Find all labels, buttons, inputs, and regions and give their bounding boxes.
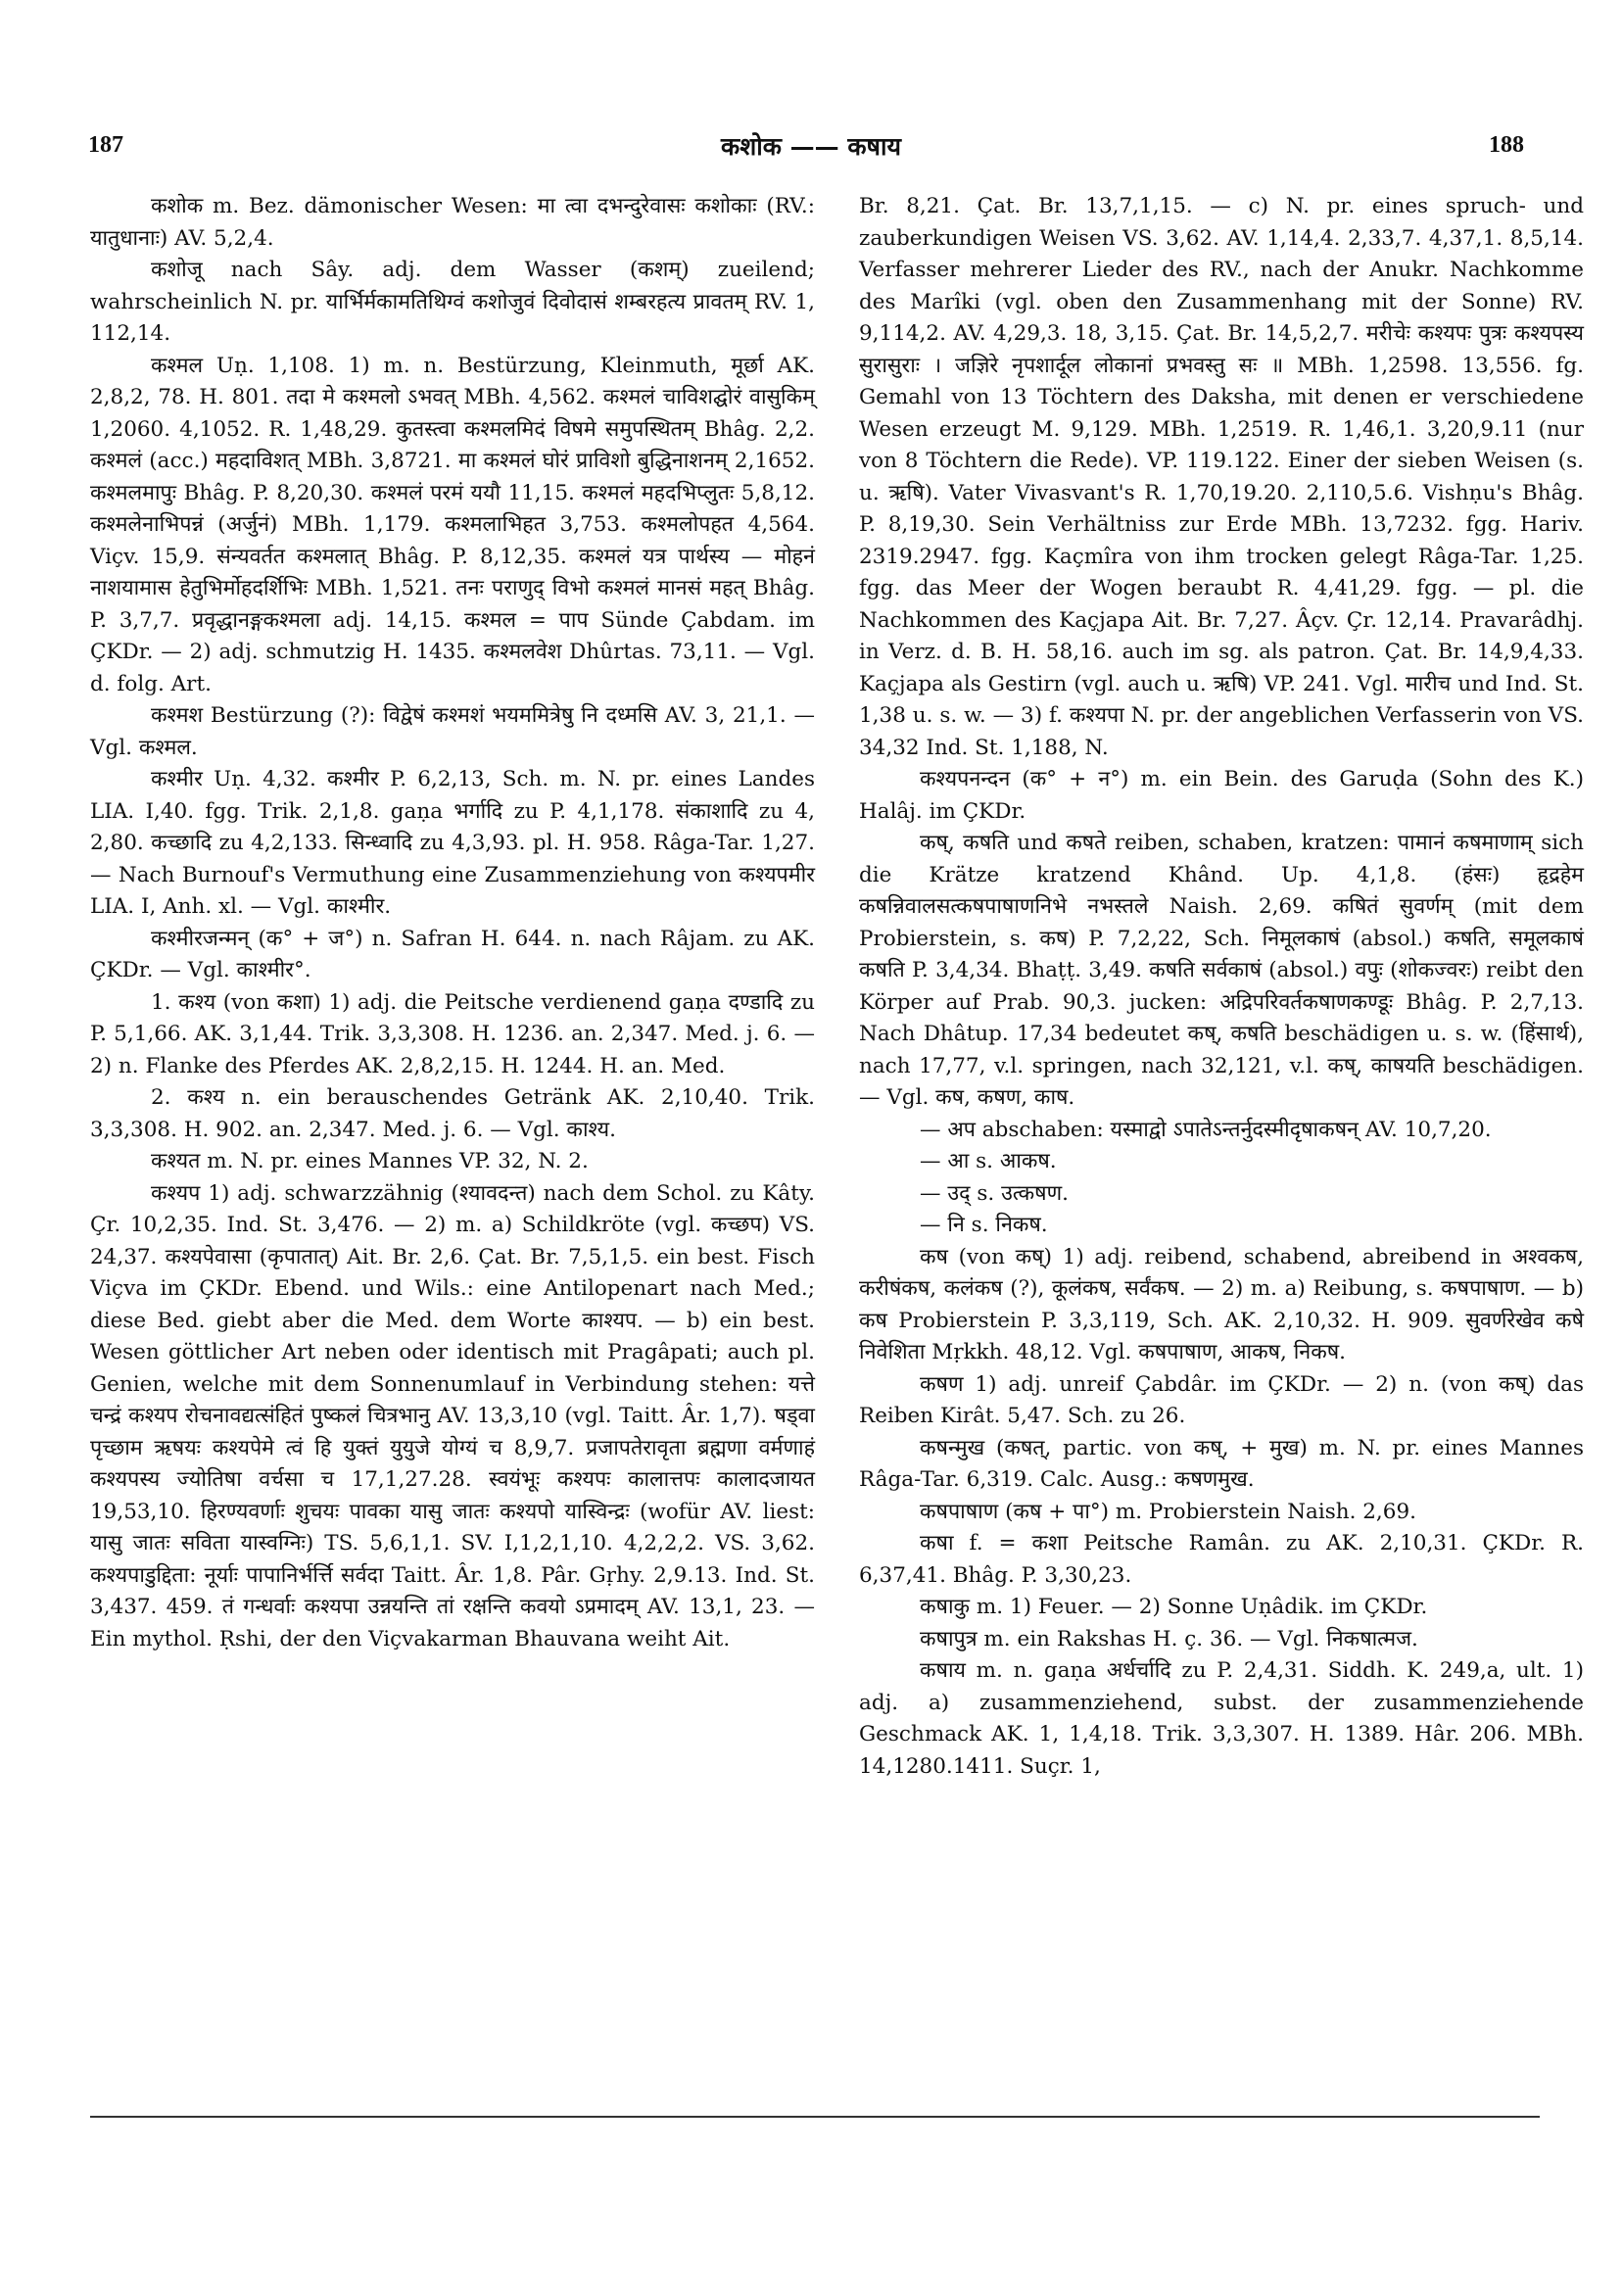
bottom-rule — [90, 2116, 1540, 2118]
entry-kashyapa-cont: Br. 8,21. Çat. Br. 13,7,1,15. — c) N. pr. eines spruch- und zauberkundigen Weisen VS. 3,62. AV. 1,14,4. 2,33,7. 4,37,1. 8,5,14. Verfasser mehrerer Lieder des RV., nach der Anukr. Nachkomme des Marîki (vgl. oben den Zusammenhang mit der Sonne) RV. 9,114,2. AV. 4,29,3. 18, 3,15. Çat. Br. 14,5,2,7. मरीचेः कश्यपः पुत्रः कश्यपस्य सुरासुराः । जज्ञिरे नृपशार्दूल लोकानां प्रभवस्तु सः ॥ MBh. 1,2598. 13,556. fg. Gemahl von 13 Töchtern des Daksha, mit denen er verschiedene Wesen erzeugt M. 9,129. MBh. 1,2519. R. 1,46,1. 3,20,9.11 (nur von 8 Töchtern die Rede). VP. 119.122. Einer der sieben Weisen (s. u. ऋषि). Vater Vivasvant's R. 1,70,19.20. 2,110,5.6. Vishṇu's Bhâg. P. 8,19,30. Sein Verhältniss zur Erde MBh. 13,7232. fgg. Hariv. 2319.2947. fgg. Kaçmîra von ihm trocken gelegt Râga-Tar. 1,25. fgg. das Meer der Wogen beraubt R. 4,41,29. fgg. — pl. die Nachkommen des Kaçjapa Ait. Br. 7,27. Âçv. Çr. 12,14. Pravarâdhj. in Verz. d. B. H. 58,16. auch im sg. als patron. Çat. Br. 14,9,4,33. Kaçjapa als Gestirn (vgl. auch u. ऋषि) VP. 241. Vgl. मारीच und Ind. St. 1,38 u. s. w. — 3) f. कश्यपा N. pr. der angeblichen Verfasserin von VS. 34,32 Ind. St. 1,188, N. — [859, 194, 1584, 760]
entry-kashya-1: 1. कश्य (von कशा) 1) adj. die Peitsche verdienend gaṇa दण्डादि zu P. 5,1,66. AK. 3,1,44. Trik. 3,3,308. H. 1236. an. 2,347. Med. j. 6. — 2) n. Flanke des Pferdes AK. 2,8,2,15. H. 1244. H. an. Med. — [90, 989, 815, 1078]
entry-kashanmukha: कषन्मुख (कषत्, partic. von कष्, + मुख) m. N. pr. eines Mannes Râga-Tar. 6,319. Calc. Ausg.: कषणमुख. — [859, 1435, 1584, 1492]
entry-kash-ud: — उद् s. उत्कषण. — [920, 1180, 1069, 1206]
entry-kashmasha: कश्मश Bestürzung (?): विद्वेषं कश्मशं भयममित्रेषु नि दध्मसि AV. 3, 21,1. — Vgl. कश्मल. — [90, 703, 815, 760]
entry-kashoju: कशोजू nach Sây. adj. dem Wasser (कशम्) zueilend; wahrscheinlich N. pr. यार्भिर्मकामतिथिग्वं कशोजुवं दिवोदासं शम्बरहत्य प्रावतम् RV. 1, 112,14. — [90, 258, 815, 346]
entry-kasha-f: कषा f. = कशा Peitsche Ramân. zu AK. 2,10,31. ÇKDr. R. 6,37,41. Bhâg. P. 3,30,23. — [859, 1531, 1584, 1588]
entry-kashya-2: 2. कश्य n. ein berauschendes Getränk AK. 2,10,40. Trik. 3,3,308. H. 902. an. 2,347. Med. j. 6. — Vgl. काश्य. — [90, 1085, 815, 1142]
entry-kashana: कषण 1) adj. unreif Çabdâr. im ÇKDr. — 2) n. (von कष्) das Reiben Kirât. 5,47. Sch. zu 26. — [859, 1371, 1584, 1428]
entry-kash-a: — आ s. आकष. — [920, 1149, 1057, 1173]
entry-kashmira: कश्मीर Uṇ. 4,32. कश्मीर P. 6,2,13, Sch. m. N. pr. eines Landes LIA. I,40. fgg. Trik. 2,1,8. gaṇa भर्गादि zu P. 4,1,178. संकाशादि zu 4, 2,80. कच्छादि zu 4,2,133. सिन्ध्वादि zu 4,3,93. pl. H. 958. Râga-Tar. 1,27. — Nach Burnouf's Vermuthung eine Zusammenziehung von कश्यपमीर LIA. I, Anh. xl. — Vgl. काश्मीर. — [90, 767, 815, 919]
entry-kash-ni: — नि s. निकष. — [920, 1213, 1048, 1237]
right-column — [859, 191, 1584, 1783]
page-number-right: 188 — [1489, 132, 1524, 158]
entry-kashaputra: कषापुत्र m. ein Rakshas H. ç. 36. — Vgl. निकषात्मज. — [920, 1626, 1418, 1651]
entry-kashyapa: कश्यप 1) adj. schwarzzähnig (श्यावदन्त) nach dem Schol. zu Kâty. Çr. 10,2,35. Ind. St. 3,476. — 2) m. a) Schildkröte (vgl. कच्छप) VS. 24,37. कश्यपेवासा (कृपातात्) Ait. Br. 2,6. Çat. Br. 7,5,1,5. ein best. Fisch Viçva im ÇKDr. Ebend. und Wils.: eine Antilopenart nach Med.; diese Bed. giebt aber die Med. dem Worte काश्यप. — b) ein best. Wesen göttlicher Art neben oder identisch mit Pragâpati; auch pl. Genien, welche mit dem Sonnenumlauf in Verbindung stehen: यत्ते चन्द्रं कश्यप रोचनावद्यत्संहितं पुष्कलं चित्रभानु AV. 13,3,10 (vgl. Taitt. Âr. 1,7). षड्वा पृच्छाम ऋषयः कश्यपेमे त्वं हि युक्तं युयुजे योग्यं च 8,9,7. प्रजापतेरावृता ब्रह्मणा वर्मणाहं कश्यपस्य ज्योतिषा वर्चसा च 17,1,27.28. स्वयंभूः कश्यपः कालात्तपः कालादजायत 19,53,10. हिरण्यवर्णाः शुचयः पावका यासु जातः कश्यपो यास्विन्द्रः (wofür AV. liest: यासु जातः सविता यास्वग्निः) TS. 5,6,1,1. SV. I,1,2,1,10. 4,2,2,2. VS. 3,62. कश्यपाडुद्दिता: नूर्याः पापानिर्भर्त्ति सर्वदा Taitt. Âr. 1,8. Pâr. Gṛhy. 2,9.13. Ind. St. 3,437. 459. तं गन्धर्वाः कश्यपा उन्नयन्ति तां रक्षन्ति कवयो ऽप्रमादम् AV. 13,1, 23. — Ein mythol. Ṛshi, der den Viçvakarman Bhauvana weiht Ait. — [90, 1180, 815, 1651]
entry-kasha: कष (von कष्) 1) adj. reibend, schabend, abreibend in अश्वकष, करीषंकष, कलंकष (?), कूलंकष, सर्वंकष. — 2) m. a) Reibung, s. कषपाषाण. — b) कष Probierstein P. 3,3,119, Sch. AK. 2,10,32. H. 909. सुवर्णरेखेव कषे निवेशिता Mṛkkh. 48,12. Vgl. कषपाषाण, आकष, निकष. — [859, 1244, 1584, 1364]
entry-kashyapanandana: कश्यपनन्दन (क° + न°) m. ein Bein. des Garuḍa (Sohn des K.) Halâj. im ÇKDr. — [859, 767, 1584, 824]
entry-kashmirajanman: कश्मीरजन्मन् (क° + ज°) n. Safran H. 644. n. nach Râjam. zu AK. ÇKDr. — Vgl. काश्मीर°. — [90, 926, 815, 982]
page-number-left: 187 — [88, 132, 123, 158]
entry-kashaya: कषाय m. n. gaṇa अर्धर्चादि zu P. 2,4,31. Siddh. K. 249,a, ult. 1) adj. a) zusammenziehend, subst. der zusammenziehende Geschmack AK. 1, 1,4,18. Trik. 3,3,307. H. 1389. Hâr. 206. MBh. 14,1280.1411. Suçr. 1, — [859, 1658, 1584, 1779]
entry-kash-verb: कष्, कषति und कषते reiben, schaben, kratzen: पामानं कषमाणाम् sich die Krätze kratzend Khând. Up. 4,1,8. (हंसः) हृद्रहेम कषन्निवालसत्कषपाषाणनिभे नभस्तले Naish. 2,69. कषितं सुवर्णम् (mit dem Probierstein, s. कष) P. 7,2,22, Sch. निमूलकाषं (absol.) कषति, समूलकाषं कषति P. 3,4,34. Bhaṭṭ. 3,49. कषति सर्वकाषं (absol.) वपुः (शोकज्वरः) reibt den Körper auf Prab. 90,3. jucken: अद्रिपरिवर्तकषाणकण्डूः Bhâg. P. 2,7,13. Nach Dhâtup. 17,34 bedeutet कष्, कषति beschädigen u. s. w. (हिंसार्थ), nach 17,77, v.l. springen, nach 32,121, v.l. कष्, काषयति beschädigen. — Vgl. कष, कषण, काष. — [859, 831, 1584, 1110]
entry-kashaku: कषाकु m. 1) Feuer. — 2) Sonne Uṇâdik. im ÇKDr. — [920, 1595, 1428, 1619]
entry-kashyata: कश्यत m. N. pr. eines Mannes VP. 32, N. 2. — [151, 1149, 589, 1173]
running-header: कशोक —— कषाय — [721, 132, 901, 161]
entry-kashapashana: कषपाषाण (कष + पा°) m. Probierstein Naish. 2,69. — [920, 1499, 1416, 1524]
entry-kashmala: कश्मल Uṇ. 1,108. 1) m. n. Bestürzung, Kleinmuth, मूर्छा AK. 2,8,2, 78. H. 801. तदा मे कश्मलो ऽभवत् MBh. 4,562. कश्मलं चाविशद्घोरं वासुकिम् 1,2060. 4,1052. R. 1,48,29. कुतस्त्वा कश्मलमिदं विषमे समुपस्थितम् Bhâg. 2,2. कश्मलं (acc.) महदाविशत् MBh. 3,8721. मा कश्मलं घोरं प्राविशो बुद्धिनाशनम् 2,1652. कश्मलमापुः Bhâg. P. 8,20,30. कश्मलं परमं ययौ 11,15. कश्मलं महदभिप्लुतः 5,8,12. कश्मलेनाभिपन्नं (अर्जुनं) MBh. 1,179. कश्मलाभिहत 3,753. कश्मलोपहत 4,564. Viçv. 15,9. संन्यवर्तत कश्मलात् Bhâg. P. 8,12,35. कश्मलं यत्र पार्थस्य — मोहनं नाशयामास हेतुभिर्मोहदर्शिभिः MBh. 1,521. तनः पराणुद् विभो कश्मलं मानसं महत् Bhâg. P. 3,7,7. प्रवृद्धानङ्गकश्मला adj. 14,15. कश्मल = पाप Sünde Çabdam. im ÇKDr. — 2) adj. schmutzig H. 1435. कश्मलवेश Dhûrtas. 73,11. — Vgl. d. folg. Art. — [90, 353, 815, 696]
entry-kashoka: कशोक m. Bez. dämonischer Wesen: मा त्वा दभन्दुरेवासः कशोकाः (RV.: यातुधानाः) AV. 5,2,4. — [90, 194, 815, 251]
left-column — [90, 191, 815, 1655]
entry-kash-apa: — अप abschaben: यस्माद्वो ऽपातेऽन्तर्नुदस्मीदृषाकषन् AV. 10,7,20. — [920, 1117, 1492, 1142]
